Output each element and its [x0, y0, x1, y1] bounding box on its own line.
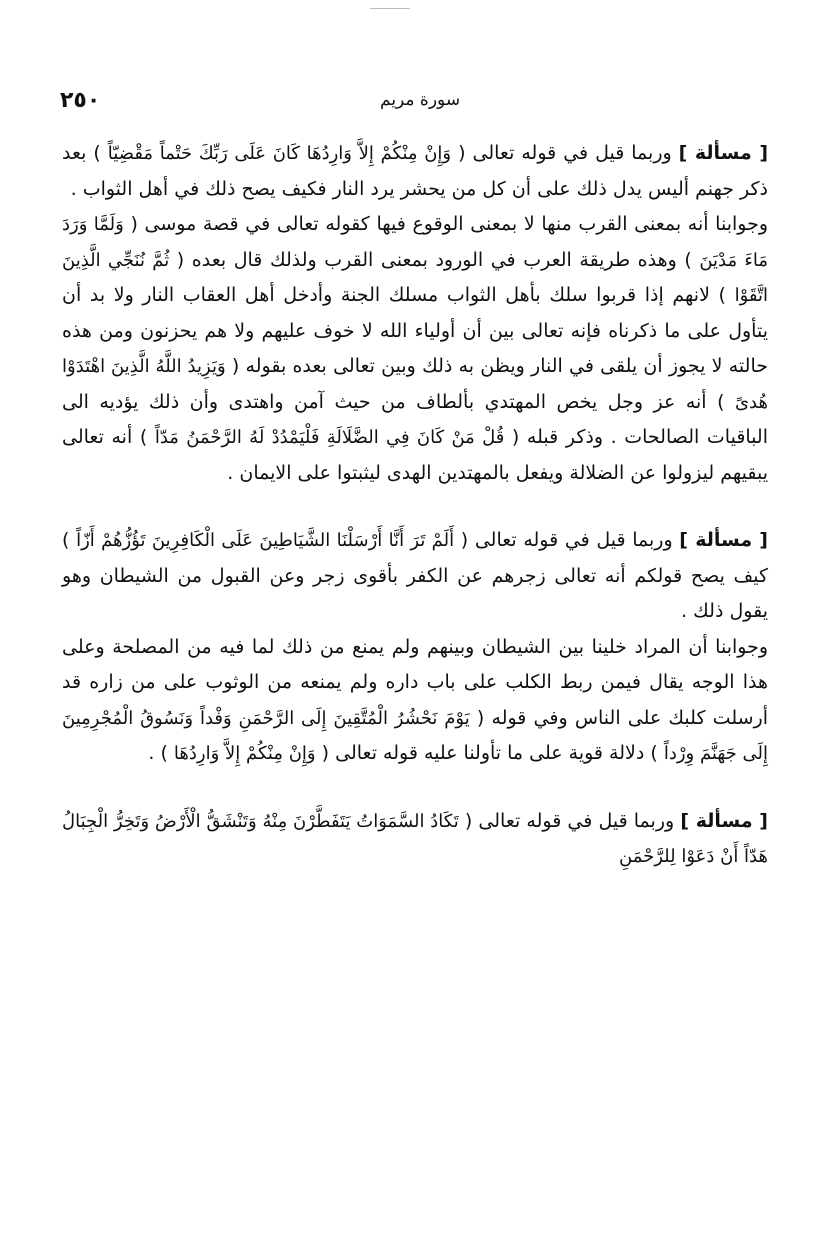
answer-paragraph — [62, 207, 768, 491]
quran-verse: تَكَادُ السَّمَوَاتُ يَتَفَطَّرْنَ مِنْهُ وَتَنْشَقُّ الْأَرْضُ وَتَخِرُّ الْجِبَالُ هَدّاً أَنْ دَعَوْا لِلرَّحْمَنِ — [62, 810, 768, 867]
quran-verse: وَلَمَّا وَرَدَ مَاءَ مَدْيَنَ — [62, 214, 768, 271]
issue-paragraph — [62, 523, 768, 630]
issue-label: [ مسألة ] — [680, 809, 768, 832]
top-edge-mark — [370, 0, 410, 9]
body-text: ) كيف يصح قولكم أنه تعالى زجرهم عن الكفر بأقوى زجر وعن القبول من الشيطان وهو يقول ذلك . — [62, 529, 768, 622]
body-text: وربما قيل في قوله تعالى ( — [460, 529, 673, 551]
page-header — [60, 88, 760, 118]
quran-verse: ثُمَّ نُنَجِّي الَّذِينَ اتَّقَوْا — [62, 249, 768, 306]
quran-verse: وَيَزِيدُ اللَّهُ الَّذِينَ اهْتَدَوْا هُدىً — [62, 356, 768, 413]
surah-title: سورة مريم — [380, 90, 461, 110]
body-text: ) أنه تعالى يبقيهم ليزولوا عن الضلالة ويفعل بالمهتدين الهدى ليثبتوا على الايمان . — [62, 426, 768, 484]
body-text: ) . — [148, 742, 168, 764]
quran-verse: قُلْ مَنْ كَانَ فِي الضَّلَالَةِ فَلْيَمْدُدْ لَهُ الرَّحْمَنُ مَدّاً — [154, 427, 505, 448]
page-number: ٢٥٠ — [60, 88, 101, 113]
quran-verse: وَإِنْ مِنْكُمْ إِلاَّ وَارِدُهَا كَانَ عَلَى رَبِّكَ حَتْماً مَقْضِيّاً — [107, 143, 452, 164]
quran-verse: يَوْمَ نَحْشُرُ الْمُتَّقِينَ إِلَى الرَّحْمَنِ وَفْداً وَنَسُوقُ الْمُجْرِمِينَ إِلَى جَهَنَّمَ وِرْداً — [62, 707, 768, 764]
body-text: وجوابنا أن المراد خلينا بين الشيطان وبينهم ولم يمنع من ذلك لما فيه من المصلحة وعلى هذا الوجه يقال فيمن ربط الكلب على باب داره ولم يمنعه من الوثوب على من زاره قد أرسلت كلبك على الناس وفي قوله ( — [62, 635, 768, 729]
body-text: وربما قيل في قوله تعالى ( — [464, 809, 675, 832]
body-text: وجوابنا أنه بمعنى القرب منها لا بمعنى الوقوع فيها كقوله تعالى في قصة موسى ( — [130, 213, 768, 235]
issue-paragraph — [62, 136, 768, 207]
body-text: ) أنه عز وجل يخص المهتدي بألطاف من حيث آمن واهتدى وأن ذلك يؤديه الى الباقيات الصالحات . وذكر قبله ( — [62, 390, 768, 448]
body-text: ) لانهم إذا قربوا سلك بأهل الثواب مسلك الجنة وأدخل أهل العقاب النار ولا بد أن يتأول على ما ذكرناه فإنه تعالى بين أن أولياء الله لا خوف عليهم ولا هم يحزنون ومن هذه حالته لا يجوز أن يلقى في النار ويظن به ذلك وبين تعالى بعده بقوله ( — [62, 284, 768, 377]
issue-paragraph — [62, 804, 768, 875]
body-text: وربما قيل في قوله تعالى ( — [458, 142, 672, 164]
body-text: ) بعد ذكر جهنم أليس يدل ذلك على أن كل من يحشر يرد النار فكيف يصح ذلك في أهل الثواب . — [62, 142, 768, 200]
quran-verse: وَإِنْ مِنْكُمْ إِلاَّ وَارِدُهَا — [173, 743, 316, 764]
body-text: ) دلالة قوية على ما تأولنا عليه قوله تعالى ( — [321, 742, 658, 764]
issue-label: [ مسألة ] — [679, 529, 768, 551]
body-text: ) وهذه طريقة العرب في الورود بمعنى القرب ولذلك قال بعده ( — [176, 248, 692, 271]
issue-label: [ مسألة ] — [678, 142, 769, 164]
answer-paragraph — [62, 630, 768, 772]
page-body — [62, 136, 768, 875]
quran-verse: أَلَمْ تَرَ أَنَّا أَرْسَلْنَا الشَّيَاطِينَ عَلَى الْكَافِرِينَ تَؤُزُّهُمْ أَزّاً — [76, 530, 455, 551]
